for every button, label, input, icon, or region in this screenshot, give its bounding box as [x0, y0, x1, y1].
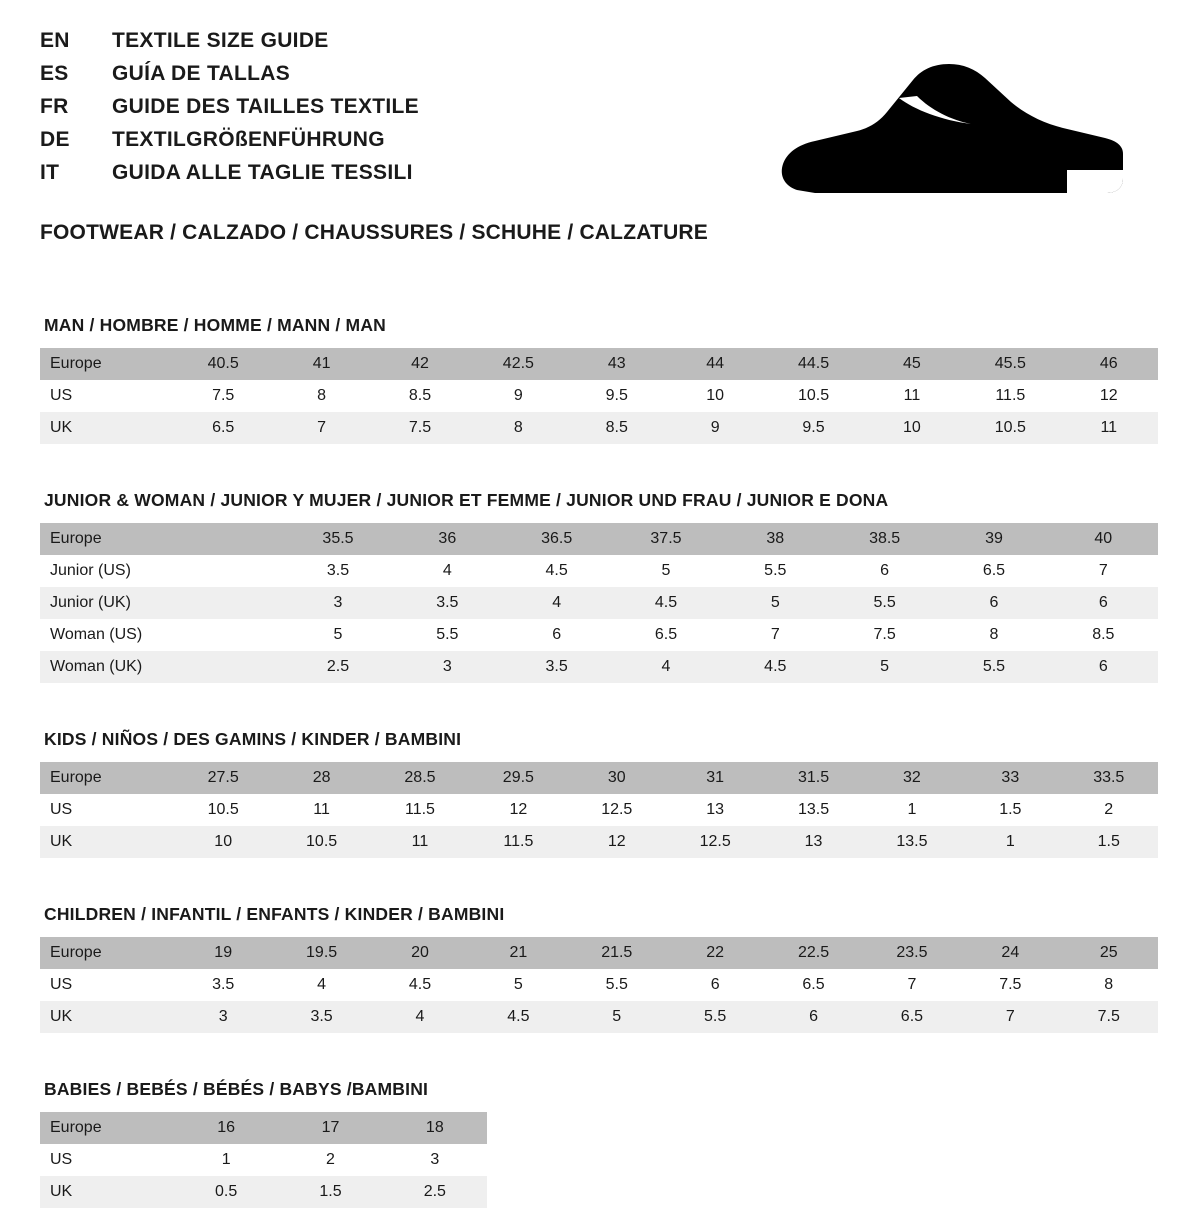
cell	[174, 587, 283, 619]
cell: 6.5	[939, 555, 1048, 587]
cell: 6	[830, 555, 939, 587]
cell: 40	[1049, 523, 1158, 555]
cell: 5	[721, 587, 830, 619]
cell: 5	[283, 619, 392, 651]
language-row	[40, 96, 419, 117]
table-row	[40, 587, 1158, 619]
cell: 5.5	[568, 969, 666, 1001]
cell: 9.5	[568, 380, 666, 412]
cell: 6	[666, 969, 764, 1001]
cell: 4.5	[469, 1001, 567, 1033]
cell: 7.5	[961, 969, 1059, 1001]
language-code: EN	[40, 29, 70, 52]
table-row	[40, 1144, 487, 1176]
language-row	[40, 129, 419, 150]
cell: 5	[469, 969, 567, 1001]
table-row	[40, 1112, 487, 1144]
cell: 42	[371, 348, 469, 380]
group-babies	[40, 1079, 1160, 1208]
cell: 11	[272, 794, 370, 826]
row-label: UK	[40, 1176, 174, 1208]
language-code: FR	[40, 95, 69, 118]
cell: 5	[568, 1001, 666, 1033]
cell: 13	[764, 826, 862, 858]
cell: 6.5	[764, 969, 862, 1001]
cell: 11.5	[371, 794, 469, 826]
table-row	[40, 412, 1158, 444]
cell: 1	[961, 826, 1059, 858]
cell: 4	[611, 651, 720, 683]
row-label: Europe	[40, 762, 174, 794]
group-man	[40, 315, 1160, 444]
cell: 6.5	[174, 412, 272, 444]
table-row	[40, 555, 1158, 587]
cell: 38.5	[830, 523, 939, 555]
cell: 38	[721, 523, 830, 555]
cell: 8.5	[371, 380, 469, 412]
cell: 7.5	[371, 412, 469, 444]
cell: 5.5	[721, 555, 830, 587]
cell: 1.5	[961, 794, 1059, 826]
cell: 2.5	[283, 651, 392, 683]
table-row	[40, 826, 1158, 858]
table-row	[40, 380, 1158, 412]
language-title: TEXTILE SIZE GUIDE	[112, 29, 329, 52]
cell: 30	[568, 762, 666, 794]
cell: 4	[502, 587, 611, 619]
cell: 3.5	[272, 1001, 370, 1033]
table-row	[40, 762, 1158, 794]
row-label: UK	[40, 1001, 174, 1033]
table-row	[40, 794, 1158, 826]
cell: 12	[1060, 380, 1158, 412]
cell: 1.5	[278, 1176, 382, 1208]
cell: 31	[666, 762, 764, 794]
table-row	[40, 651, 1158, 683]
cell: 8	[469, 412, 567, 444]
cell: 44	[666, 348, 764, 380]
cell: 12.5	[666, 826, 764, 858]
cell: 11	[863, 380, 961, 412]
cell: 12	[469, 794, 567, 826]
cell: 10.5	[961, 412, 1059, 444]
cell: 10	[174, 826, 272, 858]
cell: 44.5	[764, 348, 862, 380]
row-label: US	[40, 969, 174, 1001]
language-code: ES	[40, 62, 69, 85]
cell: 21.5	[568, 937, 666, 969]
cell: 35.5	[283, 523, 392, 555]
cell: 31.5	[764, 762, 862, 794]
cell: 10	[666, 380, 764, 412]
row-label: Europe	[40, 348, 174, 380]
row-label: Europe	[40, 937, 174, 969]
cell: 9	[666, 412, 764, 444]
cell: 41	[272, 348, 370, 380]
language-code: IT	[40, 161, 60, 184]
cell: 7	[721, 619, 830, 651]
cell: 45	[863, 348, 961, 380]
cell	[174, 523, 283, 555]
document-header	[40, 30, 1160, 195]
cell: 1	[174, 1144, 278, 1176]
cell: 21	[469, 937, 567, 969]
cell: 7	[272, 412, 370, 444]
cell: 7	[863, 969, 961, 1001]
table-row	[40, 1001, 1158, 1033]
cell: 4.5	[611, 587, 720, 619]
cell: 7.5	[1060, 1001, 1158, 1033]
group-kids	[40, 729, 1160, 858]
row-label: UK	[40, 826, 174, 858]
cell: 6	[1049, 587, 1158, 619]
row-label: US	[40, 1144, 174, 1176]
cell: 11.5	[469, 826, 567, 858]
cell: 1	[863, 794, 961, 826]
cell: 45.5	[961, 348, 1059, 380]
cell: 0.5	[174, 1176, 278, 1208]
cell: 3.5	[283, 555, 392, 587]
group-title: MAN / HOMBRE / HOMME / MANN / MAN	[44, 315, 386, 335]
table-row	[40, 619, 1158, 651]
cell: 7.5	[830, 619, 939, 651]
cell: 3	[383, 1144, 487, 1176]
language-row	[40, 30, 419, 51]
cell: 20	[371, 937, 469, 969]
group-title: CHILDREN / INFANTIL / ENFANTS / KINDER / BAMBINI	[44, 904, 505, 924]
row-label: Woman (UK)	[40, 651, 174, 683]
cell: 3.5	[174, 969, 272, 1001]
language-code: DE	[40, 128, 70, 151]
group-title: KIDS / NIÑOS / DES GAMINS / KINDER / BAMBINI	[44, 729, 462, 749]
cell: 4.5	[371, 969, 469, 1001]
cell: 40.5	[174, 348, 272, 380]
row-label: Europe	[40, 1112, 174, 1144]
cell: 3	[283, 587, 392, 619]
cell: 36	[393, 523, 502, 555]
cell: 37.5	[611, 523, 720, 555]
table-row	[40, 937, 1158, 969]
cell: 7	[961, 1001, 1059, 1033]
size-table-junior-woman	[40, 523, 1158, 683]
size-table-man	[40, 348, 1158, 444]
cell: 5	[830, 651, 939, 683]
row-label: UK	[40, 412, 174, 444]
cell: 32	[863, 762, 961, 794]
cell: 3	[174, 1001, 272, 1033]
cell: 10.5	[764, 380, 862, 412]
cell: 10.5	[272, 826, 370, 858]
cell: 2	[1060, 794, 1158, 826]
cell: 2	[278, 1144, 382, 1176]
cell: 6	[939, 587, 1048, 619]
cell: 4.5	[721, 651, 830, 683]
cell: 5.5	[666, 1001, 764, 1033]
cell: 11.5	[961, 380, 1059, 412]
cell: 8	[939, 619, 1048, 651]
cell: 6	[764, 1001, 862, 1033]
cell: 22.5	[764, 937, 862, 969]
language-title-list	[40, 30, 419, 195]
row-label: Junior (UK)	[40, 587, 174, 619]
cell: 9.5	[764, 412, 862, 444]
cell: 33	[961, 762, 1059, 794]
cell: 6	[1049, 651, 1158, 683]
group-junior-woman	[40, 490, 1160, 683]
cell: 17	[278, 1112, 382, 1144]
cell: 4.5	[502, 555, 611, 587]
row-label: Europe	[40, 523, 174, 555]
cell: 25	[1060, 937, 1158, 969]
cell	[174, 555, 283, 587]
cell: 5.5	[939, 651, 1048, 683]
language-title: GUIDA ALLE TAGLIE TESSILI	[112, 161, 413, 184]
cell: 3	[393, 651, 502, 683]
language-title: GUÍA DE TALLAS	[112, 62, 291, 85]
cell: 39	[939, 523, 1048, 555]
row-label: Woman (US)	[40, 619, 174, 651]
cell: 5.5	[830, 587, 939, 619]
table-row	[40, 523, 1158, 555]
cell: 11	[1060, 412, 1158, 444]
shoe-illustration	[760, 58, 1140, 193]
language-title: TEXTILGRÖßENFÜHRUNG	[112, 128, 385, 151]
cell: 5	[611, 555, 720, 587]
category-heading: FOOTWEAR / CALZADO / CHAUSSURES / SCHUHE / CALZATURE	[40, 221, 709, 244]
cell: 12.5	[568, 794, 666, 826]
cell: 9	[469, 380, 567, 412]
language-row	[40, 162, 419, 183]
language-title: GUIDE DES TAILLES TEXTILE	[112, 95, 419, 118]
cell: 8.5	[568, 412, 666, 444]
cell: 7	[1049, 555, 1158, 587]
size-table-children	[40, 937, 1158, 1033]
cell: 5.5	[393, 619, 502, 651]
cell: 29.5	[469, 762, 567, 794]
group-title: JUNIOR & WOMAN / JUNIOR Y MUJER / JUNIOR ET FEMME / JUNIOR UND FRAU / JUNIOR E DONA	[44, 490, 889, 510]
cell: 1.5	[1060, 826, 1158, 858]
cell	[174, 619, 283, 651]
cell: 4	[272, 969, 370, 1001]
size-table-kids	[40, 762, 1158, 858]
size-table-babies	[40, 1112, 487, 1208]
cell: 28	[272, 762, 370, 794]
cell: 28.5	[371, 762, 469, 794]
cell: 11	[371, 826, 469, 858]
cell: 46	[1060, 348, 1158, 380]
cell: 12	[568, 826, 666, 858]
cell: 8.5	[1049, 619, 1158, 651]
cell: 8	[1060, 969, 1158, 1001]
table-row	[40, 969, 1158, 1001]
row-label: US	[40, 794, 174, 826]
cell: 13.5	[863, 826, 961, 858]
cell: 6.5	[611, 619, 720, 651]
cell: 8	[272, 380, 370, 412]
cell: 42.5	[469, 348, 567, 380]
cell: 10.5	[174, 794, 272, 826]
cell: 10	[863, 412, 961, 444]
cell: 7.5	[174, 380, 272, 412]
cell: 4	[393, 555, 502, 587]
cell: 19	[174, 937, 272, 969]
cell: 33.5	[1060, 762, 1158, 794]
cell: 22	[666, 937, 764, 969]
cell: 24	[961, 937, 1059, 969]
cell: 43	[568, 348, 666, 380]
row-label: Junior (US)	[40, 555, 174, 587]
group-title: BABIES / BEBÉS / BÉBÉS / BABYS /BAMBINI	[44, 1079, 429, 1099]
table-row	[40, 1176, 487, 1208]
cell: 13	[666, 794, 764, 826]
cell: 6	[502, 619, 611, 651]
cell: 3.5	[502, 651, 611, 683]
cell	[174, 651, 283, 683]
cell: 3.5	[393, 587, 502, 619]
language-row	[40, 63, 419, 84]
row-label: US	[40, 380, 174, 412]
cell: 19.5	[272, 937, 370, 969]
cell: 2.5	[383, 1176, 487, 1208]
cell: 36.5	[502, 523, 611, 555]
cell: 13.5	[764, 794, 862, 826]
cell: 16	[174, 1112, 278, 1144]
cell: 27.5	[174, 762, 272, 794]
table-row	[40, 348, 1158, 380]
group-children	[40, 904, 1160, 1033]
cell: 23.5	[863, 937, 961, 969]
cell: 6.5	[863, 1001, 961, 1033]
cell: 18	[383, 1112, 487, 1144]
cell: 4	[371, 1001, 469, 1033]
